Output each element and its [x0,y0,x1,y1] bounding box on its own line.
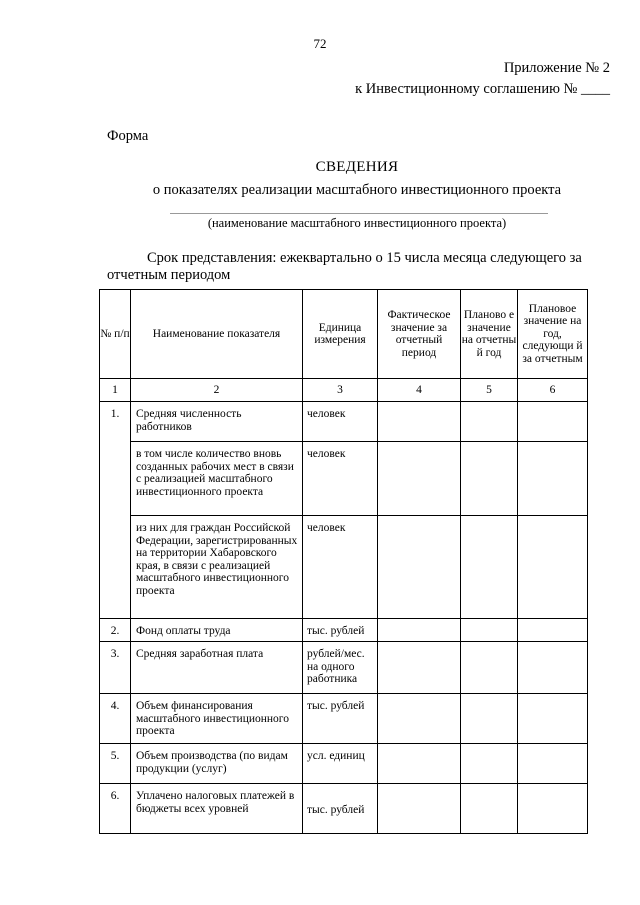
header-actual: Фактическое значение за отчетный период [378,290,461,379]
row-number: 2. [100,619,131,642]
column-index: 3 [303,379,378,402]
plan-period-cell[interactable] [461,784,518,834]
plan-year-cell[interactable] [518,442,588,516]
actual-value-cell[interactable] [378,744,461,784]
indicator-name: Средняя численность работников [131,402,303,442]
actual-value-cell[interactable] [378,619,461,642]
header-plan-year: Плановое значение на год, следующи й за отчетным [518,290,588,379]
actual-value-cell[interactable] [378,442,461,516]
actual-value-cell[interactable] [378,516,461,619]
header-unit: Единица измерения [303,290,378,379]
indicator-name: Объем финансирования масштабного инвестиционного проекта [131,694,303,744]
indicator-unit: тыс. рублей [303,784,378,834]
appendix-line-1: Приложение № 2 [503,60,610,76]
table-row [100,784,588,834]
row-number: 6. [100,784,131,834]
indicator-name: из них для граждан Российской Федерации, зарегистрированных на территории Хабаровского края, в связи с реализацией масштабного инвестиционного проекта [131,516,303,619]
indicator-name: Средняя заработная плата [131,642,303,694]
form-label: Форма [107,128,149,144]
row-number: 5. [100,744,131,784]
indicator-unit: человек [303,442,378,516]
row-number: 3. [100,642,131,694]
actual-value-cell[interactable] [378,642,461,694]
submission-deadline: Срок представления: ежеквартально о 15 числа месяца следующего за отчетным периодом [107,250,582,283]
plan-year-cell[interactable] [518,784,588,834]
actual-value-cell[interactable] [378,784,461,834]
indicator-unit: рублей/мес. на одного работника [303,642,378,694]
indicator-unit: человек [303,516,378,619]
document-title: СВЕДЕНИЯ [315,159,399,175]
row-number: 4. [100,694,131,744]
column-index: 6 [518,379,588,402]
indicator-name: в том числе количество вновь созданных рабочих мест в связи с реализацией масштабного инвестиционного проекта [131,442,303,516]
plan-year-cell[interactable] [518,642,588,694]
column-index: 1 [100,379,131,402]
plan-period-cell[interactable] [461,442,518,516]
header-num: № п/п [100,290,131,379]
table-row [100,744,588,784]
row-number: 1. [100,402,131,619]
indicator-name: Фонд оплаты труда [131,619,303,642]
project-name-fill-line [170,213,548,214]
indicator-unit: усл. единиц [303,744,378,784]
indicator-unit: тыс. рублей [303,619,378,642]
header-name: Наименование показателя [131,290,303,379]
header-plan-period: Планово е значение на отчетны й год [461,290,518,379]
table-row [100,694,588,744]
column-index: 5 [461,379,518,402]
plan-period-cell[interactable] [461,619,518,642]
plan-period-cell[interactable] [461,402,518,442]
plan-period-cell[interactable] [461,516,518,619]
plan-period-cell[interactable] [461,694,518,744]
plan-year-cell[interactable] [518,402,588,442]
plan-period-cell[interactable] [461,744,518,784]
table-row [100,402,588,442]
plan-year-cell[interactable] [518,516,588,619]
table-row [100,642,588,694]
indicator-name: Уплачено налоговых платежей в бюджеты всех уровней [131,784,303,834]
table-row [100,619,588,642]
document-subtitle: о показателях реализации масштабного инвестиционного проекта [152,182,562,198]
indicator-unit: тыс. рублей [303,694,378,744]
table-header-row [100,290,588,379]
column-index: 2 [131,379,303,402]
column-index: 4 [378,379,461,402]
actual-value-cell[interactable] [378,402,461,442]
table-row [100,516,588,619]
plan-year-cell[interactable] [518,619,588,642]
column-index-row [100,379,588,402]
page-number: 72 [313,36,327,51]
table-row [100,442,588,516]
indicators-table [99,289,588,834]
indicator-name: Объем производства (по видам продукции (услуг) [131,744,303,784]
appendix-line-2: к Инвестиционному соглашению № ____ [355,81,610,97]
actual-value-cell[interactable] [378,694,461,744]
plan-year-cell[interactable] [518,694,588,744]
plan-period-cell[interactable] [461,642,518,694]
plan-year-cell[interactable] [518,744,588,784]
project-name-caption: (наименование масштабного инвестиционного проекта) [207,216,507,230]
indicator-unit: человек [303,402,378,442]
appendix-reference [355,58,610,100]
